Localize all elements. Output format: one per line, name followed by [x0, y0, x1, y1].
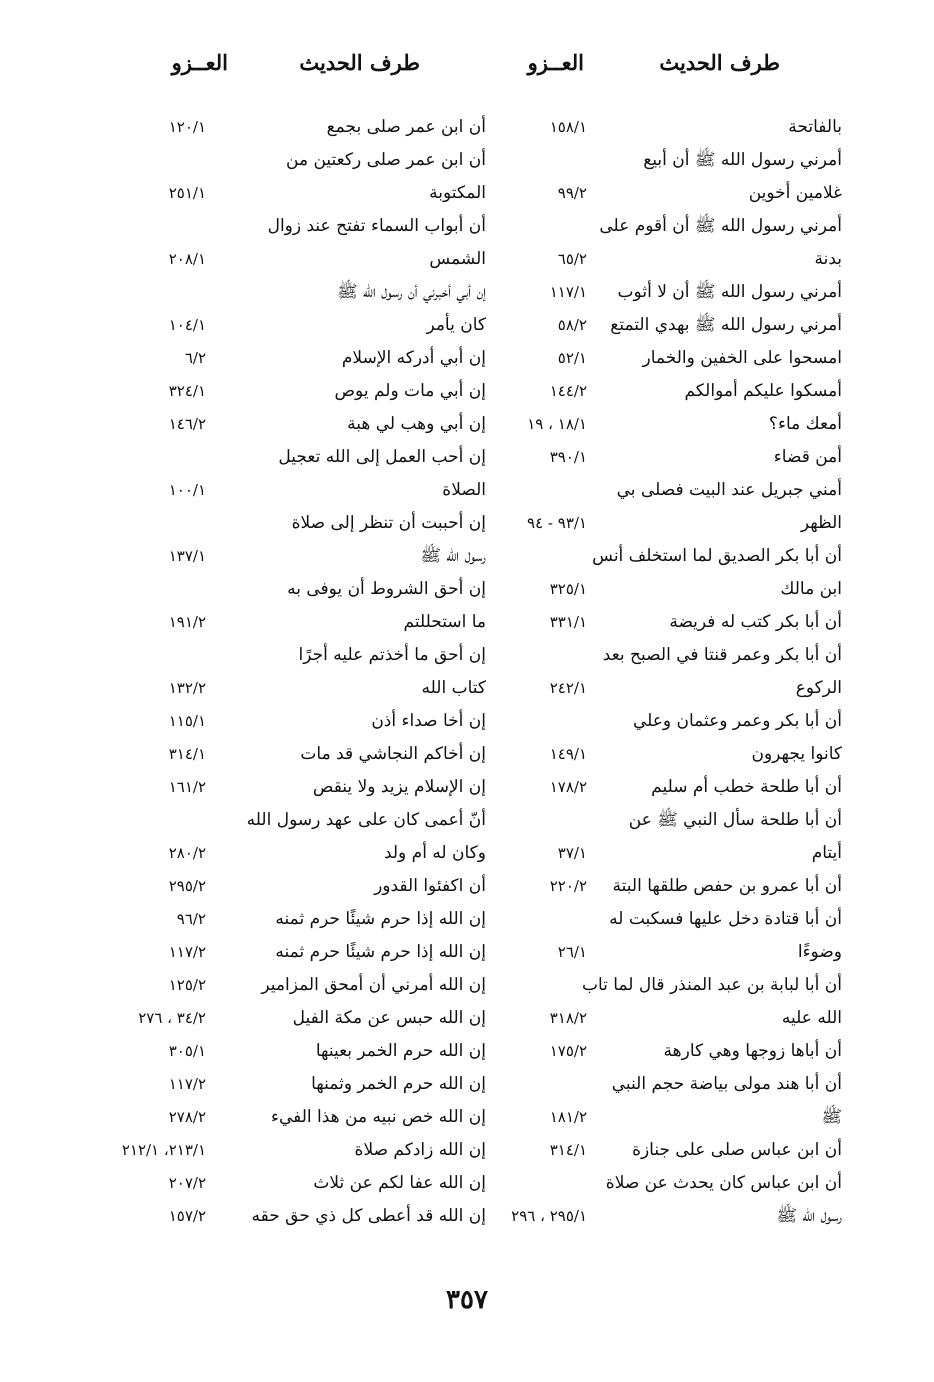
index-entry [112, 144, 486, 177]
hadith-text: إن أبي وهب لي هبة [347, 414, 486, 434]
hadith-reference: ١٨١/٢ [549, 1108, 587, 1126]
hadith-reference: ٥٢/١ [557, 349, 587, 367]
hadith-reference: ٩٦/٢ [176, 910, 206, 928]
hadith-reference: ٩٣/١ - ٩٤ [527, 514, 587, 532]
hadith-reference: ٣٣١/١ [549, 613, 587, 631]
hadith-text: أن أبا بكر كتب له فريضة [669, 612, 842, 632]
hadith-reference: ١٥٧/٢ [168, 1207, 206, 1225]
index-entry [470, 243, 842, 276]
index-entry [470, 738, 842, 771]
index-entry [470, 1101, 842, 1134]
index-entry [470, 375, 842, 408]
index-entry [112, 969, 486, 1002]
index-entry [470, 441, 842, 474]
hadith-reference: ١١٧/١ [549, 283, 587, 301]
hadith-text: إن الله خص نبيه من هذا الفيء [270, 1107, 486, 1127]
hadith-text: إن الله إذا حرم شيئًا حرم ثمنه [275, 942, 486, 962]
index-entry [470, 573, 842, 606]
index-entry [470, 672, 842, 705]
index-entry [112, 936, 486, 969]
hadith-reference: ١٤٦/٢ [168, 415, 206, 433]
hadith-text: أن ابن عمر صلى ركعتين من [286, 150, 486, 170]
hadith-reference: ١١٧/٢ [168, 943, 206, 961]
index-entry [470, 705, 842, 738]
right-column [470, 111, 842, 1233]
index-entry [470, 111, 842, 144]
index-entry [112, 573, 486, 606]
hadith-text: رسول الله ﷺ [776, 1206, 842, 1226]
index-entry [470, 639, 842, 672]
hadith-text: أن أبا بكر وعمر وعثمان وعلي [632, 711, 842, 731]
index-entry [470, 870, 842, 903]
hadith-text: إن الله حرم الخمر وثمنها [311, 1074, 486, 1094]
hadith-reference: ١٢٥/٢ [168, 976, 206, 994]
index-entry [470, 1167, 842, 1200]
index-entry [112, 672, 486, 705]
hadith-reference: ١٦١/٢ [168, 778, 206, 796]
index-entry [112, 474, 486, 507]
hadith-reference: ١٤٩/١ [549, 745, 587, 763]
hadith-reference: ١٧٥/٢ [549, 1042, 587, 1060]
index-entry [112, 243, 486, 276]
hadith-reference: ١٠٤/١ [168, 316, 206, 334]
hadith-text: أن أبا بكر الصديق لما استخلف أنس [592, 546, 842, 566]
hadith-text: أمرني رسول الله ﷺ أن أقوم على [599, 216, 842, 236]
hadith-text: أن أبا عمرو بن حفص طلقها البتة [612, 876, 842, 896]
left-column [112, 111, 486, 1233]
index-entry [470, 309, 842, 342]
index-entry [112, 837, 486, 870]
index-entry [470, 1035, 842, 1068]
hadith-text: أن ابن عباس كان يحدث عن صلاة [605, 1173, 842, 1193]
hadith-text: أن أبا طلحة خطب أم سليم [651, 777, 842, 797]
index-entry [112, 408, 486, 441]
hadith-reference: ٣٢٤/١ [168, 382, 206, 400]
index-entry [112, 606, 486, 639]
header-hadith-left: طرف الحديث [299, 50, 420, 75]
index-entry [112, 771, 486, 804]
index-entry [112, 738, 486, 771]
index-entry [470, 144, 842, 177]
index-entry [112, 507, 486, 540]
hadith-reference: ٣١٤/١ [168, 745, 206, 763]
hadith-reference: ٣٢٥/١ [549, 580, 587, 598]
hadith-text: ما استحللتم [403, 612, 486, 632]
hadith-reference: ٢٧٨/٢ [168, 1108, 206, 1126]
index-entry [112, 375, 486, 408]
index-entry [470, 210, 842, 243]
hadith-text: أن أبا لبابة بن عبد المنذر قال لما تاب [581, 975, 842, 995]
index-entry [470, 606, 842, 639]
hadith-text: أن ابن عباس صلى على جنازة [632, 1140, 842, 1160]
hadith-text: كان يأمر [426, 315, 486, 335]
index-entry [112, 870, 486, 903]
hadith-text: إن أحببت أن تنظر إلى صلاة [291, 513, 486, 533]
index-entry [470, 474, 842, 507]
hadith-reference: ١٤٤/٢ [549, 382, 587, 400]
hadith-text: وضوءًا [797, 942, 842, 962]
index-entry [112, 1002, 486, 1035]
index-entry [112, 210, 486, 243]
hadith-text: إن الله أمرني أن أمحق المزامير [261, 975, 486, 995]
index-entry [112, 540, 486, 573]
hadith-reference: ٢٠٧/٢ [168, 1174, 206, 1192]
hadith-text: أن أبا بكر وعمر قنتا في الصبح بعد [602, 645, 842, 665]
hadith-text: إن أخاكم النجاشي قد مات [300, 744, 486, 764]
index-entry [112, 1200, 486, 1233]
hadith-text: المكتوبة [429, 183, 486, 203]
hadith-text: ﷺ [821, 1107, 842, 1127]
hadith-text: الصلاة [442, 480, 486, 500]
hadith-text: إن أبي مات ولم يوص [334, 381, 486, 401]
hadith-text: الله عليه [781, 1008, 842, 1028]
hadith-text: بدنة [814, 249, 842, 269]
hadith-reference: ٢٢٠/٢ [549, 877, 587, 895]
hadith-reference: ٣٠٥/١ [168, 1042, 206, 1060]
hadith-text: أمني جبريل عند البيت فصلى بي [616, 480, 842, 500]
hadith-reference: ٦٥/٢ [557, 250, 587, 268]
index-entry [112, 1101, 486, 1134]
hadith-reference: ٣٤/٢ ، ٢٧٦ [138, 1009, 206, 1027]
hadith-text: إن أبي أخبرني أن رسول الله ﷺ [337, 282, 486, 302]
hadith-text: أمسكوا عليكم أموالكم [684, 381, 842, 401]
hadith-reference: ٢٨٠/٢ [168, 844, 206, 862]
index-entry [470, 1134, 842, 1167]
hadith-text: الشمس [429, 249, 486, 269]
hadith-text: أن أباها زوجها وهي كارهة [663, 1041, 842, 1061]
hadith-reference: ١٣٢/٢ [168, 679, 206, 697]
hadith-text: غلامين أخوين [748, 183, 842, 203]
index-entry [112, 1035, 486, 1068]
index-entry [470, 837, 842, 870]
hadith-reference: ٢٩٥/١ ، ٢٩٦ [511, 1207, 587, 1225]
hadith-text: أمرني رسول الله ﷺ بهدي التمتع [610, 315, 842, 335]
index-entry [112, 177, 486, 210]
hadith-reference: ٢١٣/١، ٢١٢/١ [121, 1141, 206, 1159]
index-entry [112, 342, 486, 375]
hadith-reference: ١٢٠/١ [168, 118, 206, 136]
hadith-text: أنّ أعمى كان على عهد رسول الله [246, 810, 486, 830]
hadith-text: وكان له أم ولد [383, 843, 486, 863]
hadith-reference: ١٠٠/١ [168, 481, 206, 499]
hadith-text: إن الله عفا لكم عن ثلاث [313, 1173, 486, 1193]
index-entry [470, 540, 842, 573]
index-entry [112, 309, 486, 342]
hadith-text: إن الإسلام يزيد ولا ينقص [312, 777, 486, 797]
hadith-reference: ١٨/١ ، ١٩ [527, 415, 587, 433]
index-entry [470, 969, 842, 1002]
index-entry [112, 1167, 486, 1200]
hadith-reference: ١٣٧/١ [168, 547, 206, 565]
hadith-text: كانوا يجهرون [751, 744, 842, 764]
hadith-text: إن الله زادكم صلاة [354, 1140, 486, 1160]
hadith-reference: ٢٩٥/٢ [168, 877, 206, 895]
hadith-text: أيتام [811, 843, 842, 863]
index-entry [470, 903, 842, 936]
index-entry [470, 177, 842, 210]
hadith-text: أن أبا قتادة دخل عليها فسكبت له [609, 909, 842, 929]
hadith-reference: ٣٧/١ [557, 844, 587, 862]
hadith-text: إن أحق ما أخذتم عليه أجرًا [298, 645, 486, 665]
header-ref-left: العــزو [171, 50, 228, 75]
index-entry [470, 1068, 842, 1101]
hadith-text: أن أبواب السماء تفتح عند زوال [267, 216, 486, 236]
hadith-reference: ٦/٢ [184, 349, 206, 367]
header-ref-right: العــزو [527, 50, 584, 75]
index-entry [470, 408, 842, 441]
hadith-text: أن أبا هند مولى بياضة حجم النبي [611, 1074, 842, 1094]
hadith-text: إن أبي أدركه الإسلام [341, 348, 486, 368]
index-entry [112, 705, 486, 738]
hadith-reference: ٢٦/١ [557, 943, 587, 961]
index-entry [112, 639, 486, 672]
hadith-reference: ٥٨/٢ [557, 316, 587, 334]
index-entry [112, 1134, 486, 1167]
hadith-text: امسحوا على الخفين والخمار [642, 348, 842, 368]
hadith-text: أمعك ماء؟ [768, 414, 842, 434]
hadith-reference: ١١٧/٢ [168, 1075, 206, 1093]
hadith-text: أمرني رسول الله ﷺ أن لا أثوب [617, 282, 842, 302]
index-entry [112, 111, 486, 144]
hadith-reference: ١٧٨/٢ [549, 778, 587, 796]
hadith-reference: ٢٥١/١ [168, 184, 206, 202]
index-entry [470, 342, 842, 375]
hadith-text: أن أبا طلحة سأل النبي ﷺ عن [628, 810, 842, 830]
header-hadith-right: طرف الحديث [659, 50, 780, 75]
hadith-text: بالفاتحة [788, 117, 842, 137]
hadith-reference: ١٥٨/١ [549, 118, 587, 136]
hadith-reference: ٣١٨/٢ [549, 1009, 587, 1027]
hadith-reference: ١٩١/٢ [168, 613, 206, 631]
hadith-text: أن ابن عمر صلى بجمع [326, 117, 486, 137]
hadith-text: أمن قضاء [773, 447, 842, 467]
hadith-text: الظهر [800, 513, 842, 533]
index-entry [470, 276, 842, 309]
hadith-text: إن أحب العمل إلى الله تعجيل [278, 447, 486, 467]
hadith-reference: ٩٩/٢ [557, 184, 587, 202]
hadith-text: أمرني رسول الله ﷺ أن أبيع [643, 150, 842, 170]
hadith-text: إن الله حبس عن مكة الفيل [292, 1008, 486, 1028]
hadith-reference: ٢٤٢/١ [549, 679, 587, 697]
index-entry [112, 441, 486, 474]
index-entry [470, 936, 842, 969]
hadith-text: رسول الله ﷺ [420, 546, 486, 566]
index-entry [470, 771, 842, 804]
hadith-text: ابن مالك [780, 579, 842, 599]
hadith-reference: ٣١٤/١ [549, 1141, 587, 1159]
hadith-text: إن أخا صداء أذن [371, 711, 486, 731]
hadith-text: إن الله قد أعطى كل ذي حق حقه [251, 1206, 486, 1226]
hadith-text: إن الله إذا حرم شيئًا حرم ثمنه [275, 909, 486, 929]
hadith-text: إن الله حرم الخمر بعينها [315, 1041, 486, 1061]
index-entry [112, 276, 486, 309]
hadith-text: كتاب الله [421, 678, 486, 698]
index-entry [470, 1200, 842, 1233]
page-number: ٣٥٧ [446, 1285, 488, 1315]
hadith-text: أن اكفئوا القدور [374, 876, 486, 896]
hadith-text: إن أحق الشروط أن يوفى به [287, 579, 486, 599]
index-entry [112, 804, 486, 837]
index-entry [470, 804, 842, 837]
index-entry [112, 1068, 486, 1101]
index-entry [470, 1002, 842, 1035]
hadith-reference: ١١٥/١ [168, 712, 206, 730]
hadith-text: الركوع [795, 678, 842, 698]
hadith-reference: ٣٩٠/١ [549, 448, 587, 466]
index-entry [112, 903, 486, 936]
index-entry [470, 507, 842, 540]
hadith-reference: ٢٠٨/١ [168, 250, 206, 268]
